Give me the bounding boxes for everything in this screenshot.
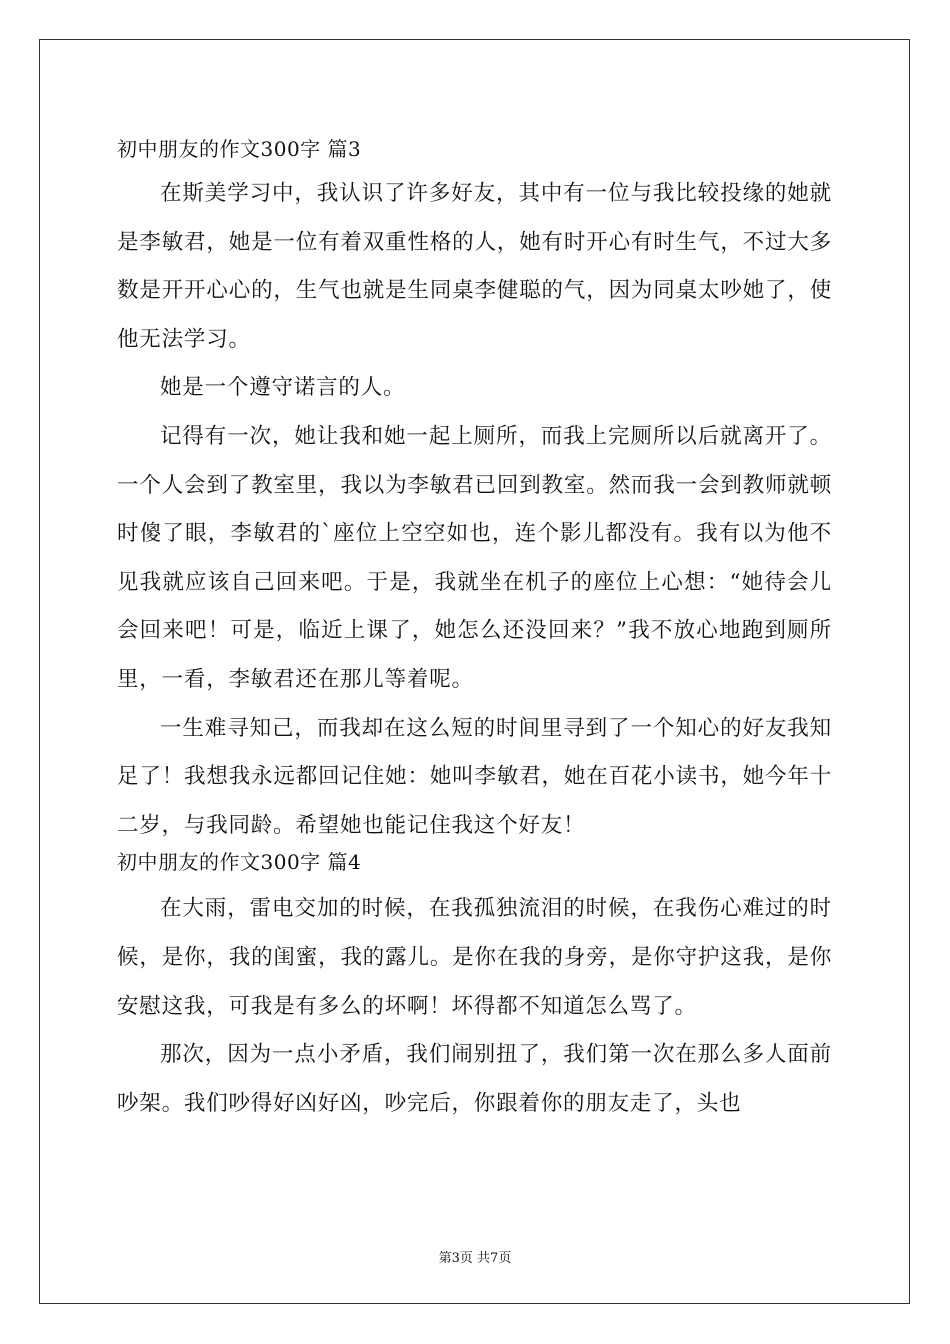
page-number-footer: 第3页 共7页 — [438, 1251, 512, 1266]
section-title: 初中朋友的作文300字 篇3 — [117, 137, 362, 161]
paragraph: 她是一个遵守诺言的人。 — [160, 375, 406, 401]
paragraph: 在大雨，雷电交加的时候，在我孤独流泪的时候，在我伤心难过的时候，是你，我的闺蜜，我的露儿。是你在我的身旁，是你守护这我，是你安慰这我，可我是有多么的坏啊！坏得都不知道怎么骂了。 — [117, 896, 832, 1019]
paragraph: 在斯美学习中，我认识了许多好友，其中有一位与我比较投缘的她就是李敏君，她是一位有着双重性格的人，她有时开心有时生气，不过大多数是开开心心的，生气也就是生同桌李健聪的气，因为同桌太吵她了，使他无法学习。 — [117, 181, 832, 352]
paragraph: 那次，因为一点小矛盾，我们闹别扭了，我们第一次在那么多人面前吵架。我们吵得好凶好凶，吵完后，你跟着你的朋友走了，头也 — [117, 1042, 832, 1116]
section-title: 初中朋友的作文300字 篇4 — [117, 850, 362, 875]
document-body — [117, 134, 832, 1128]
paragraph: 一生难寻知己，而我却在这么短的时间里寻到了一个知心的好友我知足了！我想我永远都回记住她：她叫李敏君，她在百花小读书，她今年十二岁，与我同龄。希望她也能记住我这个好友！ — [117, 715, 832, 838]
paragraph: 记得有一次，她让我和她一起上厕所，而我上完厕所以后就离开了。一个人会到了教室里，我以为李敏君已回到教室。然而我一会到教师就顿时傻了眼，李敏君的`座位上空空如也，连个影儿都没有。我有以为他不见我就应该自己回来吧。于是，我就坐在机子的座位上心想：“她待会儿会回来吧！可是，临近上课了，她怎么还没回来？”我不放心地跑到厕所里，一看，李敏君还在那儿等着呢。 — [117, 423, 832, 692]
